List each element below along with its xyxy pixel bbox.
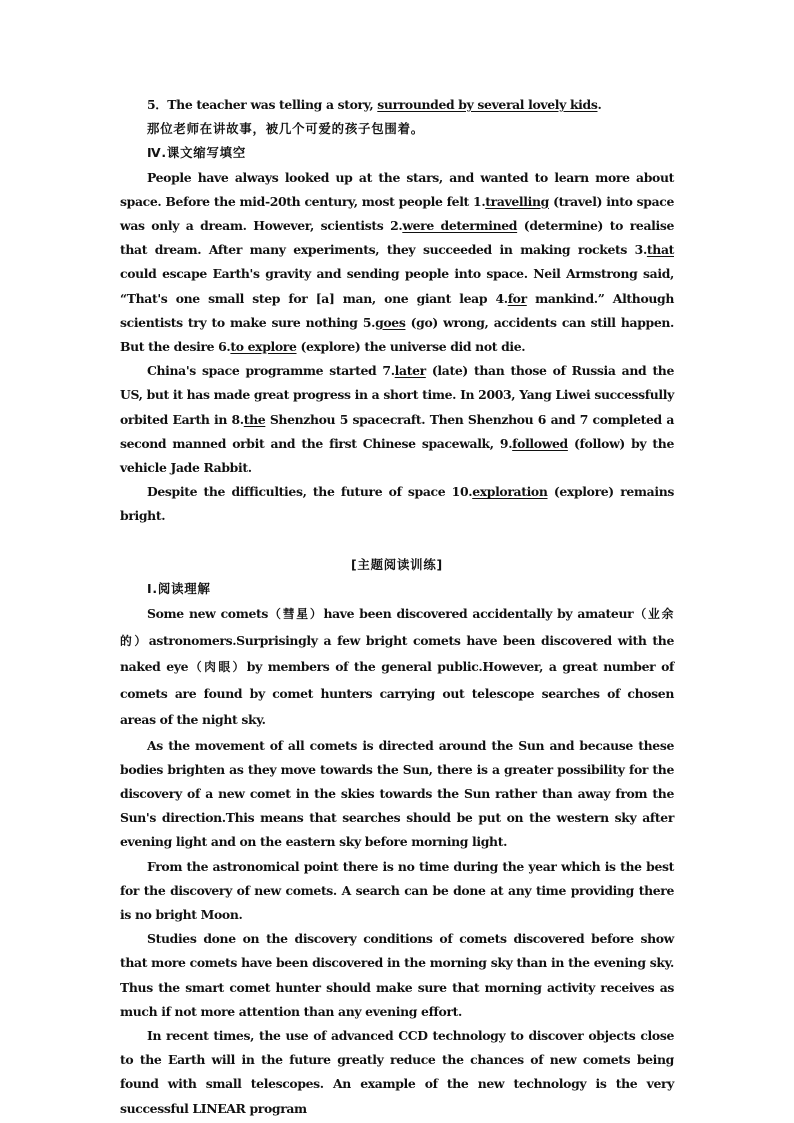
cloze-text: (explore) the universe did not die.: [296, 339, 526, 355]
reading-heading: Ⅰ.阅读理解: [147, 580, 211, 596]
cloze-text: (follow) by the vehicle Jade Rabbit.: [120, 435, 674, 476]
cloze-answer-5: goes: [375, 314, 406, 330]
document-body: [120, 93, 674, 1121]
cloze-paragraph-3: [120, 480, 674, 528]
reading-text: Some new comets: [147, 606, 268, 622]
cloze-text: China's space programme started 7.: [147, 363, 395, 379]
gloss-amateur: （业余的）: [120, 607, 674, 648]
item-5-text: 5．The teacher was telling a story,: [147, 97, 378, 112]
reading-text: astronomers.Surprisingly a few bright comets have been discovered with the naked eye: [120, 632, 674, 675]
reading-paragraph-4: Studies done on the discovery conditions of comets discovered before show that more comets have been discovered in the morning sky than in the evening sky. Thus the smart comet hunter should make sure that morning activity receives as much if not more attention than any evening effort.: [120, 931, 674, 1019]
cloze-text: could escape Earth's gravity and sending people into space. Neil Armstrong said, “That's one small step for [a] man, one giant leap 4.: [120, 266, 674, 306]
cloze-answer-3: that: [646, 242, 674, 258]
cloze-text: Shenzhou 5 spacecraft. Then Shenzhou 6 and 7 completed a second manned orbit and the first Chinese spacewalk, 9.: [120, 411, 675, 451]
reading-paragraph-5: In recent times, the use of advanced CCD technology to discover objects close to the Earth will in the future greatly reduce the chances of new comets being found with small telescopes. An example of the new technology is the very successful LINEAR program: [120, 1028, 674, 1116]
cloze-text: Despite the difficulties, the future of space 10.: [147, 484, 473, 500]
item-5-translation: 那位老师在讲故事，被几个可爱的孩子包围着。: [147, 121, 425, 137]
cloze-text: (late) than those of Russia and the US, but it has made great progress in a short time. In 2003, Yang Liwei successfully orbited Earth in 8.: [120, 363, 675, 427]
cloze-text: mankind.” Although scientists try to make sure nothing 5.: [120, 290, 675, 330]
theme-reading-title: [主题阅读训练]: [350, 556, 444, 572]
section-spacer: [120, 529, 674, 553]
section-heading-cloze: Ⅳ.课文缩写填空: [147, 145, 247, 161]
cloze-paragraph-1: [120, 166, 674, 360]
cloze-text: (explore) remains bright.: [120, 484, 674, 524]
item-5-answer: surrounded by several lovely kids: [377, 97, 598, 112]
reading-text: have been discovered accidentally by amateur: [323, 606, 634, 622]
item-5-suffix: .: [597, 97, 602, 112]
cloze-answer-2: were determined: [402, 218, 518, 234]
cloze-text: (travel) into space was only a dream. However, scientists 2.: [120, 193, 674, 234]
cloze-answer-7: later: [394, 363, 426, 379]
cloze-paragraph-2: [120, 359, 674, 480]
reading-paragraph-2: As the movement of all comets is directed around the Sun and because these bodies brighten as they move towards the Sun, there is a greater possibility for the discovery of a new comet in the skies towards the Sun rather than away from the Sun's direction.This means that searches should be put on the western sky after evening light and on the eastern sky before morning light.: [120, 737, 674, 850]
cloze-text: (determine) to realise that dream. After many experiments, they succeeded in making rockets 3.: [120, 218, 674, 258]
cloze-answer-4: for: [507, 290, 527, 306]
cloze-answer-10: exploration: [472, 484, 548, 500]
cloze-text: (go) wrong, accidents can still happen. But the desire 6.: [120, 314, 674, 355]
reading-text: by members of the general public.However, a great number of comets are found by comet hunters carrying out telescope searches of chosen areas of the night sky.: [120, 659, 674, 728]
cloze-answer-9: followed: [512, 435, 568, 451]
cloze-answer-8: the: [243, 411, 266, 427]
gloss-comet: （彗星）: [268, 607, 324, 622]
reading-paragraph-1: [120, 601, 674, 734]
gloss-naked-eye: （肉眼）: [188, 660, 247, 675]
exercise-item-5: [120, 93, 674, 117]
cloze-answer-6: to explore: [230, 339, 297, 355]
reading-paragraph-3: From the astronomical point there is no time during the year which is the best for the discovery of new comets. A search can be done at any time providing there is no bright Moon.: [120, 858, 674, 922]
cloze-text: People have always looked up at the stars, and wanted to learn more about space. Before the mid-20th century, most people felt 1.: [120, 169, 674, 209]
cloze-answer-1: travelling: [485, 193, 549, 209]
